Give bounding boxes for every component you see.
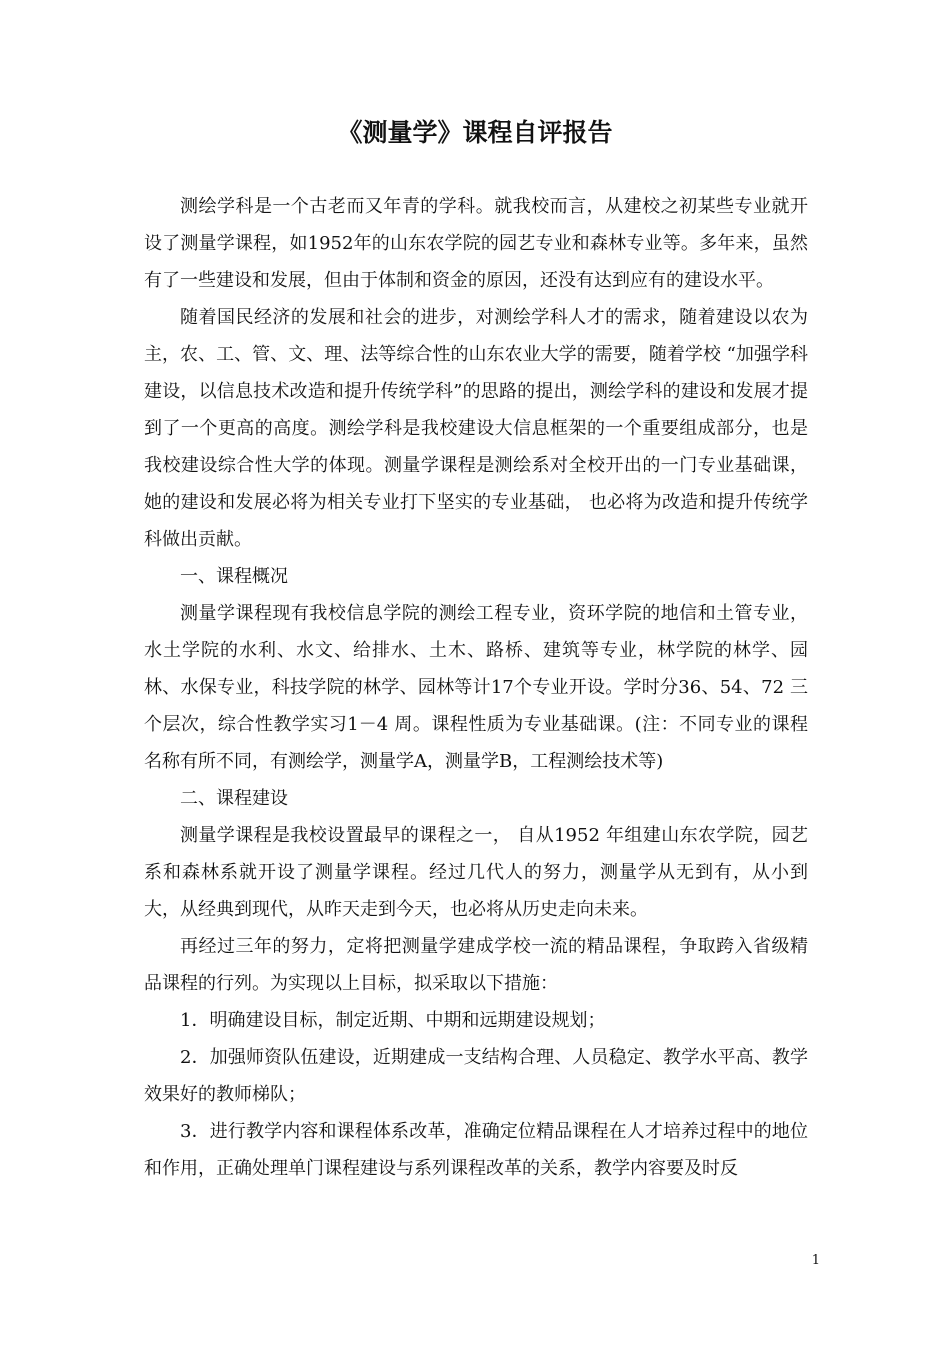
section-heading: 一、课程概况 [180, 566, 288, 587]
paragraph: 再经过三年的努力，定将把测量学建成学校一流的精品课程，争取跨入省级精品课程的行列。为实现以上目标，拟采取以下措施： [144, 936, 808, 994]
list-item: 2．加强师资队伍建设，近期建成一支结构合理、人员稳定、教学水平高、教学效果好的教师梯队； [144, 1047, 808, 1105]
list-item: 3．进行教学内容和课程体系改革，准确定位精品课程在人才培养过程中的地位和作用，正确处理单门课程建设与系列课程改革的关系，教学内容要及时反 [144, 1121, 808, 1179]
paragraph: 测量学课程现有我校信息学院的测绘工程专业，资环学院的地信和土管专业，水土学院的水利、水文、给排水、土木、路桥、建筑等专业，林学院的林学、园林、水保专业，科技学院的林学、园林等计17个专业开设。学时分36、54、72 三个层次，综合性教学实习1－4 周。课程性质为专业基础课。(注：不同专业的课程名称有所不同，有测绘学，测量学A，测量学B，工程测绘技术等) [144, 603, 808, 772]
paragraph: 测绘学科是一个古老而又年青的学科。就我校而言，从建校之初某些专业就开设了测量学课程，如1952年的山东农学院的园艺专业和森林专业等。多年来，虽然有了一些建设和发展，但由于体制和资金的原因，还没有达到应有的建设水平。 [144, 196, 808, 291]
page-number: 1 [811, 1253, 820, 1268]
list-item: 1．明确建设目标，制定近期、中期和远期建设规划； [180, 1010, 606, 1031]
paragraph: 随着国民经济的发展和社会的进步，对测绘学科人才的需求，随着建设以农为主，农、工、管、文、理、法等综合性的山东农业大学的需要，随着学校 “加强学科建设，以信息技术改造和提升传统学科”的思路的提出，测绘学科的建设和发展才提到了一个更高的高度。测绘学科是我校建设大信息框架的一个重要组成部分，也是我校建设综合性大学的体现。测量学课程是测绘系对全校开出的一门专业基础课，她的建设和发展必将为相关专业打下坚实的专业基础， 也必将为改造和提升传统学科做出贡献。 [144, 307, 808, 550]
section-heading: 二、课程建设 [180, 788, 288, 809]
document-body [144, 188, 808, 1187]
document-title: 《测量学》课程自评报告 [337, 118, 613, 147]
paragraph: 测量学课程是我校设置最早的课程之一， 自从1952 年组建山东农学院，园艺系和森林系就开设了测量学课程。经过几代人的努力，测量学从无到有，从小到大，从经典到现代，从昨天走到今天，也必将从历史走向未来。 [144, 825, 808, 920]
